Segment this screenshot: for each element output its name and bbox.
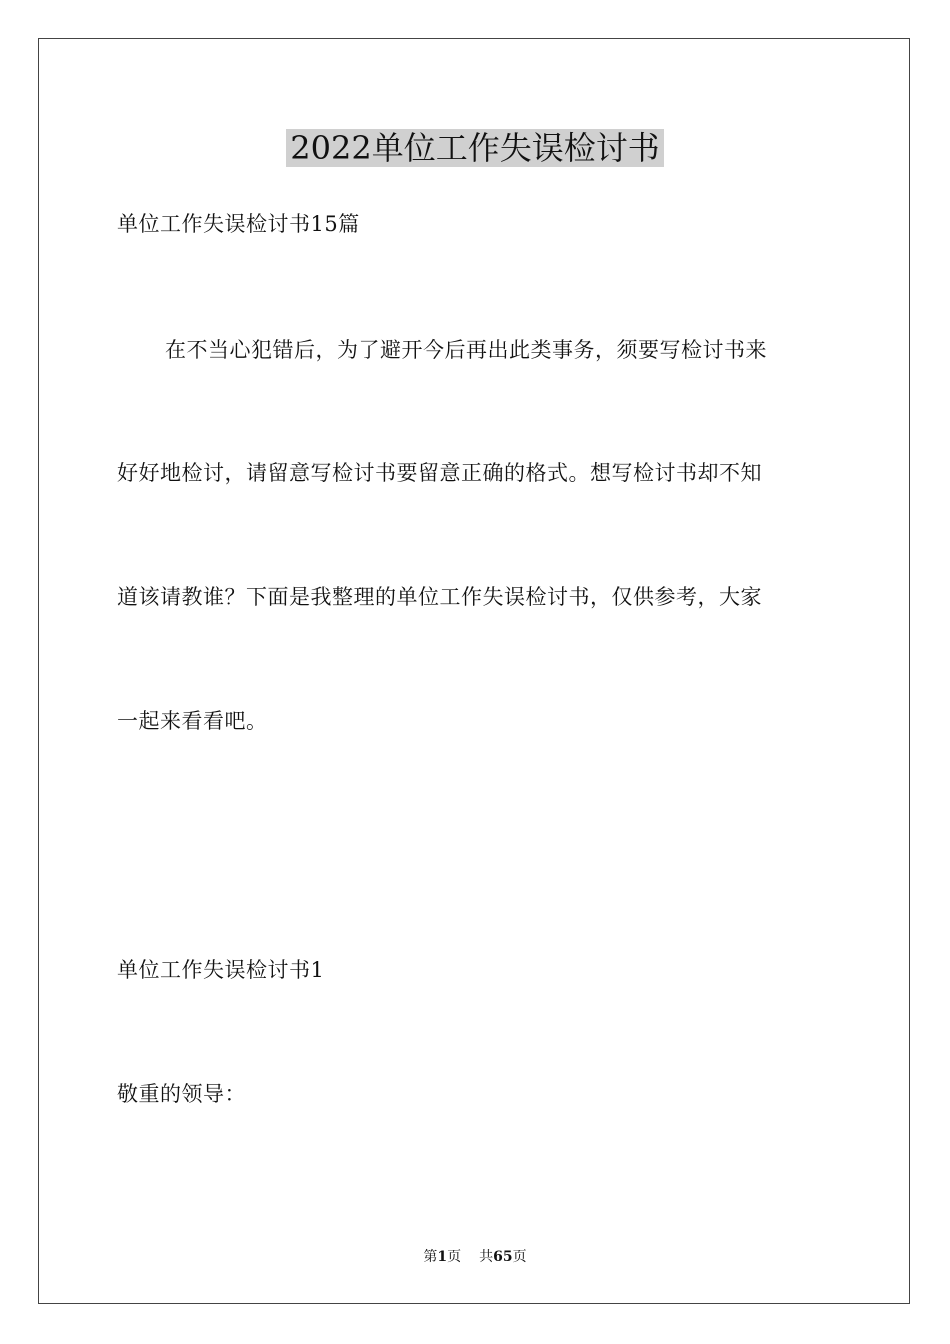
footer-page-number: 1 xyxy=(437,1249,448,1265)
page-footer xyxy=(0,1247,950,1267)
footer-page-suffix: 页 xyxy=(447,1249,462,1265)
intro-paragraph-line-4: 一起来看看吧。 xyxy=(117,709,268,733)
footer-total-pages: 65 xyxy=(493,1249,513,1265)
section-heading: 单位工作失误检讨书1 xyxy=(117,958,325,982)
intro-paragraph-line-1: 在不当心犯错后，为了避开今后再出此类事务，须要写检讨书来 xyxy=(165,338,767,362)
document-title xyxy=(0,124,950,172)
footer-page-prefix: 第 xyxy=(423,1249,438,1265)
intro-paragraph-line-2: 好好地检讨，请留意写检讨书要留意正确的格式。想写检讨书却不知 xyxy=(117,461,762,485)
salutation: 敬重的领导： xyxy=(117,1082,246,1106)
intro-paragraph-line-3: 道该请教谁？下面是我整理的单位工作失误检讨书，仅供参考，大家 xyxy=(117,585,762,609)
footer-total-prefix: 共 xyxy=(479,1249,494,1265)
footer-total-suffix: 页 xyxy=(512,1249,527,1265)
document-subtitle: 单位工作失误检讨书15篇 xyxy=(117,212,360,236)
document-title-text: 2022单位工作失误检讨书 xyxy=(286,129,663,167)
